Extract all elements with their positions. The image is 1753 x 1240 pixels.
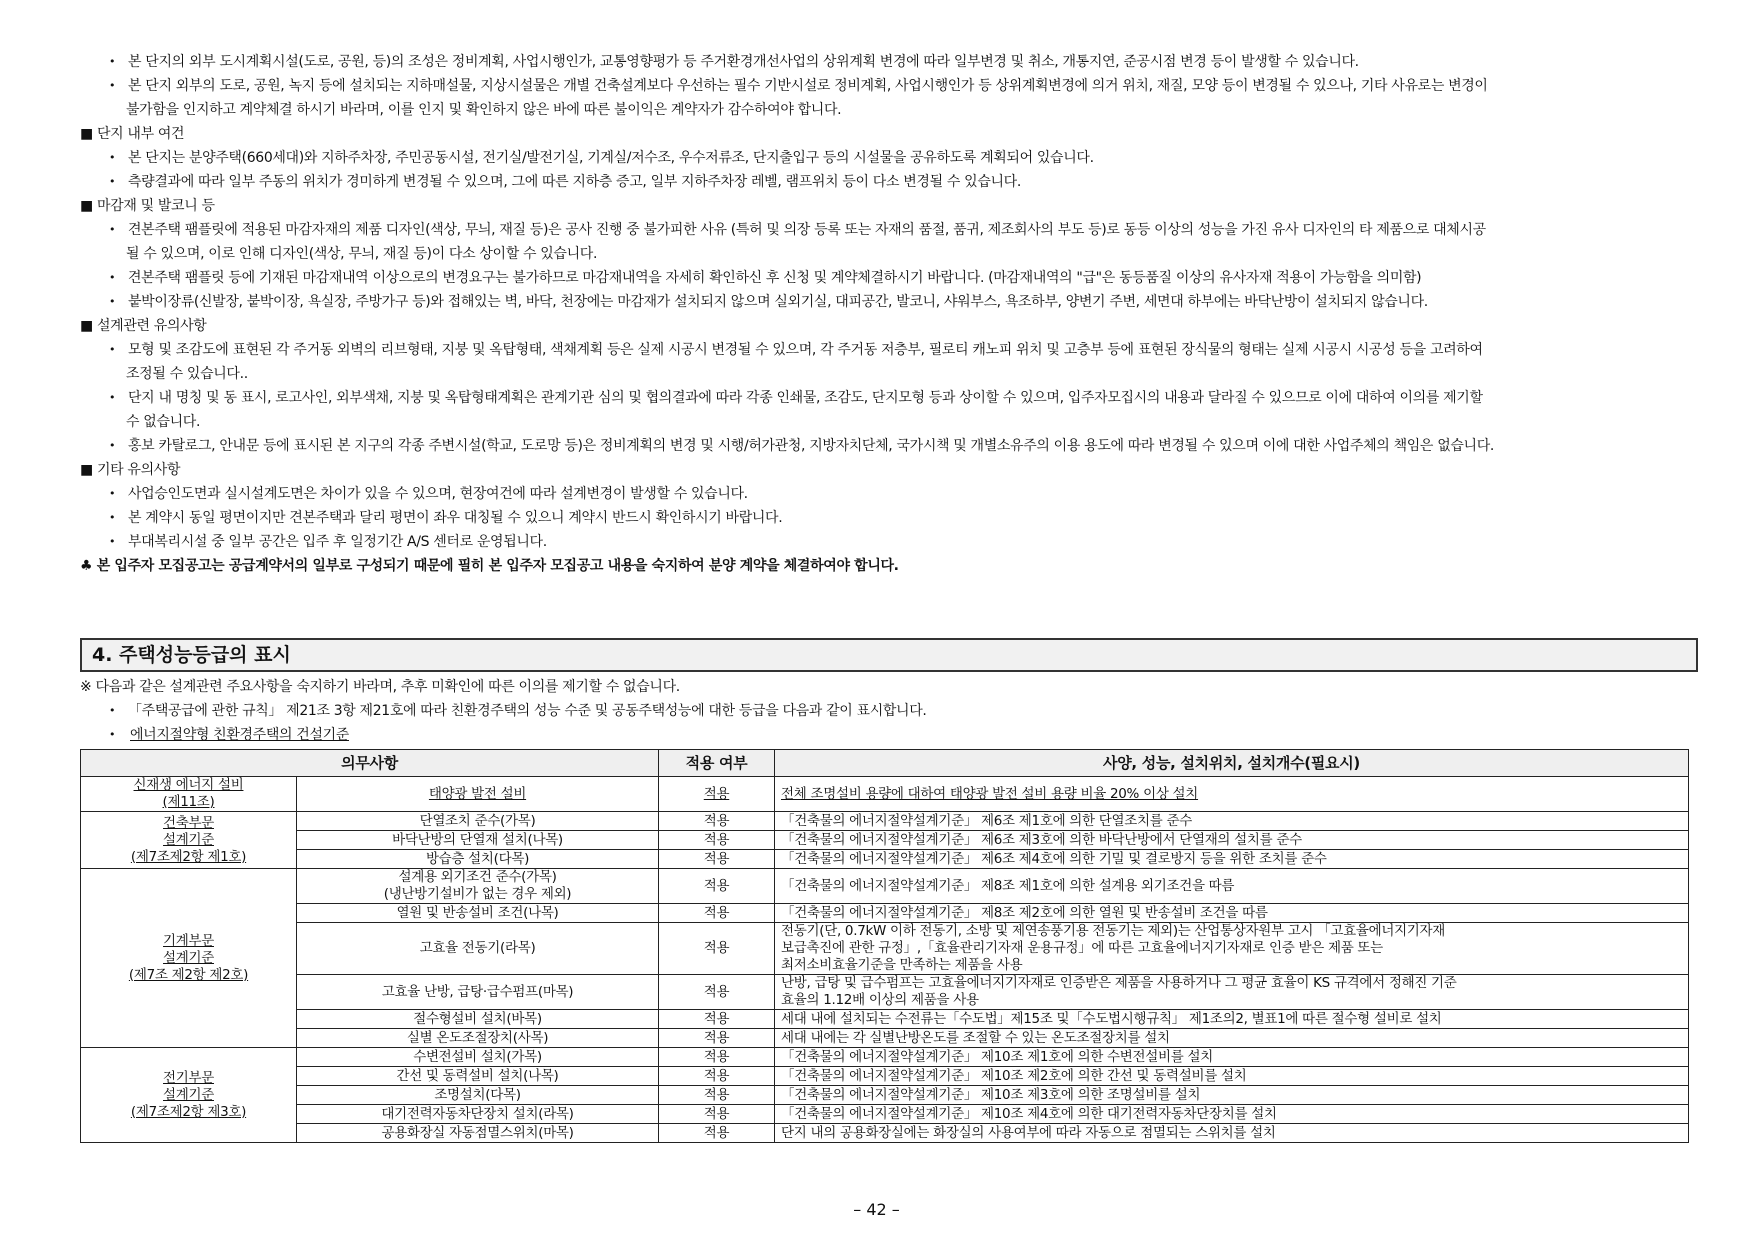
- notice-bullet-text: 견본주택 팸플릿에 적용된 마감자재의 제품 디자인(색상, 무늬, 재질 등)은 공사 진행 중 불가피한 사유 (특허 및 의장 등록 또는 자재의 품절, 품귀, 제조회사의 부도 등)로 동등 이상의 성능을 가진 유사 디자인의 타 제품으로 대체시공: [128, 222, 1486, 238]
- applied-status: 적용: [659, 1086, 775, 1105]
- spec-description: 난방, 급탕 및 급수펌프는 고효율에너지기자재로 인증받은 제품을 사용하거나 그 평균 효율이 KS 규격에서 정해진 기준 효율의 1.12배 이상의 제품을 사용: [775, 975, 1689, 1010]
- spec-description: 단지 내의 공용화장실에는 화장실의 사용여부에 따라 자동으로 점멸되는 스위치를 설치: [775, 1124, 1689, 1143]
- spec-description: 「건축물의 에너지절약설계기준」 제8조 제2호에 의한 열원 및 반송설비 조건을 따름: [775, 904, 1689, 923]
- notice-bullet: [80, 292, 1688, 316]
- applied-status: 적용: [659, 1067, 775, 1086]
- table-row: [81, 1029, 1689, 1048]
- applied-status: 적용: [659, 1048, 775, 1067]
- spec-description: 「건축물의 에너지절약설계기준」 제6조 제4호에 의한 기밀 및 결로방지 등을 위한 조치를 준수: [775, 850, 1689, 869]
- obligation-item: 단열조치 준수(가목): [297, 812, 659, 831]
- obligation-item: 태양광 발전 설비: [297, 777, 659, 812]
- notice-bullet-text: 측량결과에 따라 일부 주동의 위치가 경미하게 변경될 수 있으며, 그에 따른 지하층 증고, 일부 지하주차장 레벨, 램프위치 등이 다소 변경될 수 있습니다.: [128, 174, 1021, 190]
- page-number: – 42 –: [853, 1200, 900, 1219]
- notice-bullet-text: 본 단지 외부의 도로, 공원, 녹지 등에 설치되는 지하매설물, 지상시설물은 개별 건축설계보다 우선하는 필수 기반시설로 정비계획, 사업시행인가 등 상위계획변경에 의거 위치, 재질, 모양 등이 변경될 수 있으나, 기타 사유로는 변경이: [128, 78, 1488, 94]
- notice-bullet: [80, 508, 1688, 532]
- applied-status: 적용: [659, 1124, 775, 1143]
- notice-continuation: 될 수 있으며, 이로 인해 디자인(색상, 무늬, 재질 등)이 다소 상이할 수 있습니다.: [126, 246, 598, 262]
- applied-status: 적용: [659, 850, 775, 869]
- notice-bullet-text: 본 단지는 분양주택(660세대)와 지하주차장, 주민공동시설, 전기실/발전기실, 기계실/저수조, 우수저류조, 단지출입구 등의 시설물을 공유하도록 계획되어 있습니다.: [128, 150, 1094, 166]
- notice-bullet: [80, 532, 1688, 556]
- notice-bullet-text: 붙박이장류(신발장, 붙박이장, 욕실장, 주방가구 등)와 접해있는 벽, 바닥, 천장에는 마감재가 설치되지 않으며 실외기실, 대피공간, 발코니, 샤워부스, 욕조하부, 양변기 주변, 세면대 하부에는 바닥난방이 설치되지 않습니다.: [128, 294, 1428, 310]
- obligation-item: 실별 온도조절장치(사목): [297, 1029, 659, 1048]
- obligation-item: 절수형설비 설치(바목): [297, 1010, 659, 1029]
- table-row: [81, 1067, 1689, 1086]
- obligation-item: 간선 및 동력설비 설치(나목): [297, 1067, 659, 1086]
- notice-section-heading: ■ 마감재 및 발코니 등: [80, 198, 215, 214]
- obligation-item: 바닥난방의 단열재 설치(나목): [297, 831, 659, 850]
- applied-status: 적용: [659, 1010, 775, 1029]
- table-row: [81, 1086, 1689, 1105]
- table-row: [81, 777, 1689, 812]
- notice-bullet: [80, 148, 1688, 172]
- spec-description: 전동기(단, 0.7kW 이하 전동기, 소방 및 제연송풍기용 전동기는 제외)는 산업통상자원부 고시 「고효율에너지기자재 보급촉진에 관한 규정」,「효율관리기자재 운용규정」에 따른 고효율에너지기자재로 인증 받은 제품 또는 최저소비효율기준을 만족하는 제품을 사용: [775, 923, 1689, 975]
- note-rule-reference-text: 「주택공급에 관한 규칙」 제21조 3항 제21호에 따라 친환경주택의 성능 수준 및 공동주택성능에 대한 등급을 다음과 같이 표시합니다.: [128, 703, 927, 719]
- applied-status: 적용: [659, 777, 775, 812]
- notice-bullet: [80, 268, 1688, 292]
- spec-description: 「건축물의 에너지절약설계기준」 제8조 제1호에 의한 설계용 외기조건을 따름: [775, 869, 1689, 904]
- applied-status: 적용: [659, 869, 775, 904]
- notice-continuation: 수 없습니다.: [126, 414, 201, 430]
- table-row: [81, 812, 1689, 831]
- note-rule-reference: [80, 701, 1688, 725]
- notice-bullet: [80, 484, 1688, 508]
- applied-status: 적용: [659, 812, 775, 831]
- obligation-item: 설계용 외기조건 준수(가목) (냉난방기설비가 없는 경우 제외): [297, 869, 659, 904]
- notice-bullet: [80, 340, 1688, 364]
- group-label: 기계부문 설계기준 (제7조 제2항 제2호): [81, 869, 297, 1048]
- spec-description: 세대 내에 설치되는 수전류는「수도법」제15조 및「수도법시행규칙」 제1조의2, 별표1에 따른 절수형 설비로 설치: [775, 1010, 1689, 1029]
- applied-status: 적용: [659, 1029, 775, 1048]
- table-row: [81, 850, 1689, 869]
- note-standard-title: [80, 725, 1688, 749]
- table-row: [81, 1105, 1689, 1124]
- applied-status: 적용: [659, 904, 775, 923]
- group-label: 건축부문 설계기준 (제7조제2항 제1호): [81, 812, 297, 869]
- intro-notice-list: [80, 52, 1688, 580]
- obligation-item: 조명설치(다목): [297, 1086, 659, 1105]
- spec-description: 전체 조명설비 용량에 대하여 태양광 발전 설비 용량 비율 20% 이상 설치: [775, 777, 1689, 812]
- table-row: [81, 923, 1689, 975]
- section-notes: [80, 677, 1688, 749]
- performance-grade-table: [80, 749, 1689, 1143]
- notice-bullet-text: 단지 내 명칭 및 동 표시, 로고사인, 외부색채, 지붕 및 옥탑형태계획은 관계기관 심의 및 협의결과에 따라 각종 인쇄물, 조감도, 단지모형 등과 상이할 수 있으며, 입주자모집시의 내용과 달라질 수 있으므로 이에 대하여 이의를 제기할: [128, 390, 1483, 406]
- notice-bullet-text: 홍보 카탈로그, 안내문 등에 표시된 본 지구의 각종 주변시설(학교, 도로망 등)은 정비계획의 변경 및 시행/허가관청, 지방자치단체, 국가시책 및 개별소유주의 이용 용도에 따라 변경될 수 있으며 이에 대한 사업주체의 책임은 없습니다.: [128, 438, 1495, 454]
- group-label: 신재생 에너지 설비 (제11조): [81, 777, 297, 812]
- table-row: [81, 831, 1689, 850]
- table-row: [81, 869, 1689, 904]
- obligation-item: 고효율 난방, 급탕·급수펌프(마목): [297, 975, 659, 1010]
- header-spec: 사양, 성능, 설치위치, 설치개수(필요시): [775, 750, 1689, 777]
- spec-description: 「건축물의 에너지절약설계기준」 제6조 제1호에 의한 단열조치를 준수: [775, 812, 1689, 831]
- notice-continuation: 조정될 수 있습니다..: [126, 366, 248, 382]
- note-standard-title-text: 에너지절약형 친환경주택의 건설기준: [130, 727, 349, 743]
- notice-bullet-text: 사업승인도면과 실시설계도면은 차이가 있을 수 있으며, 현장여건에 따라 설계변경이 발생할 수 있습니다.: [128, 486, 748, 502]
- applied-status: 적용: [659, 1105, 775, 1124]
- note-caution: ※ 다음과 같은 설계관련 주요사항을 숙지하기 바라며, 추후 미확인에 따른 이의를 제기할 수 없습니다.: [80, 679, 680, 695]
- notice-bullet-text: 모형 및 조감도에 표현된 각 주거동 외벽의 리브형태, 지붕 및 옥탑형태, 색채계획 등은 실제 시공시 변경될 수 있으며, 각 주거동 저층부, 필로티 캐노피 위치 및 고층부 등에 표현된 장식물의 형태는 실제 시공시 시공성 등을 고려하여: [128, 342, 1483, 358]
- spec-description: 「건축물의 에너지절약설계기준」 제10조 제2호에 의한 간선 및 동력설비를 설치: [775, 1067, 1689, 1086]
- notice-bullet-text: 본 단지의 외부 도시계획시설(도로, 공원, 등)의 조성은 정비계획, 사업시행인가, 교통영향평가 등 주거환경개선사업의 상위계획 변경에 따라 일부변경 및 취소, 개통지연, 준공시점 변경 등이 발생할 수 있습니다.: [128, 54, 1359, 70]
- spec-description: 「건축물의 에너지절약설계기준」 제10조 제4호에 의한 대기전력자동차단장치를 설치: [775, 1105, 1689, 1124]
- obligation-item: 공용화장실 자동점멸스위치(마목): [297, 1124, 659, 1143]
- spec-description: 「건축물의 에너지절약설계기준」 제10조 제3호에 의한 조명설비를 설치: [775, 1086, 1689, 1105]
- obligation-item: 고효율 전동기(라목): [297, 923, 659, 975]
- group-label: 전기부문 설계기준 (제7조제2항 제3호): [81, 1048, 297, 1143]
- notice-bullet: [80, 220, 1688, 244]
- notice-bullet-text: 부대복리시설 중 일부 공간은 입주 후 일정기간 A/S 센터로 운영됩니다.: [128, 534, 547, 550]
- spec-description: 세대 내에는 각 실별난방온도를 조절할 수 있는 온도조절장치를 설치: [775, 1029, 1689, 1048]
- notice-bullet-text: 본 계약시 동일 평면이지만 견본주택과 달리 평면이 좌우 대칭될 수 있으니 계약시 반드시 확인하시기 바랍니다.: [128, 510, 783, 526]
- table-row: [81, 975, 1689, 1010]
- notice-bullet: [80, 76, 1688, 100]
- spec-description: 「건축물의 에너지절약설계기준」 제10조 제1호에 의한 수변전설비를 설치: [775, 1048, 1689, 1067]
- notice-bullet: [80, 52, 1688, 76]
- applied-status: 적용: [659, 831, 775, 850]
- obligation-item: 대기전력자동차단장치 설치(라목): [297, 1105, 659, 1124]
- applied-status: 적용: [659, 975, 775, 1010]
- notice-section-heading: ■ 기타 유의사항: [80, 462, 181, 478]
- table-row: [81, 1010, 1689, 1029]
- spec-description: 「건축물의 에너지절약설계기준」 제6조 제3호에 의한 바닥난방에서 단열재의 설치를 준수: [775, 831, 1689, 850]
- section-title: 4. 주택성능등급의 표시: [80, 638, 1698, 672]
- notice-section-heading: ■ 단지 내부 여건: [80, 126, 185, 142]
- notice-emphasis: ♣ 본 입주자 모집공고는 공급계약서의 일부로 구성되기 때문에 필히 본 입주자 모집공고 내용을 숙지하여 분양 계약을 체결하여야 합니다.: [80, 558, 899, 574]
- notice-bullet: [80, 388, 1688, 412]
- applied-status: 적용: [659, 923, 775, 975]
- header-applied: 적용 여부: [659, 750, 775, 777]
- notice-bullet: [80, 436, 1688, 460]
- table-row: [81, 1124, 1689, 1143]
- table-row: [81, 904, 1689, 923]
- obligation-item: 방습층 설치(다목): [297, 850, 659, 869]
- notice-bullet-text: 견본주택 팸플릿 등에 기재된 마감재내역 이상으로의 변경요구는 불가하므로 마감재내역을 자세히 확인하신 후 신청 및 계약체결하시기 바랍니다. (마감재내역의 "급"은 동등품질 이상의 유사자재 적용이 가능함을 의미함): [128, 270, 1422, 286]
- obligation-item: 열원 및 반송설비 조건(나목): [297, 904, 659, 923]
- notice-continuation: 불가함을 인지하고 계약체결 하시기 바라며, 이를 인지 및 확인하지 않은 바에 따른 불이익은 계약자가 감수하여야 합니다.: [126, 102, 842, 118]
- notice-section-heading: ■ 설계관련 유의사항: [80, 318, 207, 334]
- table-row: [81, 1048, 1689, 1067]
- obligation-item: 수변전설비 설치(가목): [297, 1048, 659, 1067]
- header-obligation: 의무사항: [81, 750, 659, 777]
- notice-bullet: [80, 172, 1688, 196]
